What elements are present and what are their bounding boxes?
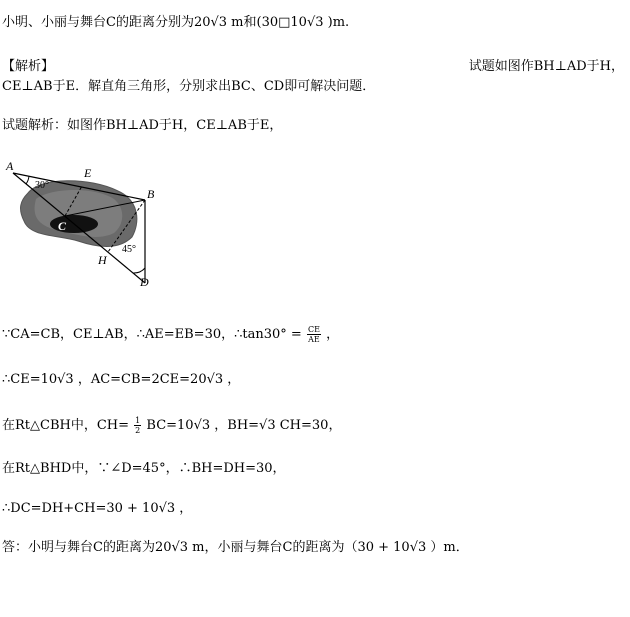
label-d: D [140, 275, 149, 289]
solution-intro: 试题解析：如图作BH⊥AD于H，CE⊥AB于E， [2, 118, 283, 133]
label-b: B [147, 187, 155, 201]
angle-arc-a [26, 176, 29, 184]
step-4: 在Rt△BHD中，∵∠D=45°，∴BH=DH=30， [2, 461, 286, 476]
fraction-half [134, 416, 141, 435]
fraction-numerator: 1 [135, 416, 141, 425]
step-3 [2, 416, 341, 435]
label-e: E [84, 166, 92, 180]
conclusion: 答：小明与舞台C的距离为20√3 m，小丽与舞台C的距离为（30 + 10√3 ）m． [2, 540, 469, 555]
label-h: H [98, 253, 107, 267]
fraction-denominator: 2 [135, 426, 141, 435]
label-a: A [6, 159, 14, 173]
fraction-numerator: CE [307, 325, 320, 334]
label-angle-45: 45° [122, 244, 136, 255]
label-angle-30: 30° [35, 180, 49, 191]
angle-arc-d [133, 268, 145, 273]
step-1-suffix: ， [326, 327, 340, 342]
label-c: C [58, 219, 67, 233]
analysis-hint: 试题如图作BH⊥AD于H， [468, 59, 624, 74]
step-2: ∴CE=10√3 ，AC=CB=2CE=20√3 ， [2, 372, 241, 387]
step-5: ∴DC=DH+CH=30 + 10√3 ， [2, 501, 193, 516]
analysis-header: 【解析】 [2, 59, 55, 74]
step-3-prefix: 在Rt△CBH中，CH= [2, 418, 130, 433]
analysis-line-2: CE⊥AB于E．解直角三角形，分别求出BC、CD即可解决问题． [2, 79, 376, 94]
step-1 [2, 325, 339, 344]
geometry-figure [0, 155, 170, 290]
step-1-prefix: ∵CA=CB，CE⊥AB，∴AE=EB=30，∴tan30° = [2, 327, 302, 342]
answer-line: 小明、小丽与舞台C的距离分别为20√3 m和(30□10√3 )m. [2, 15, 350, 30]
fraction-denominator: AE [308, 335, 320, 344]
step-3-suffix: BC=10√3 ，BH=√3 CH=30， [146, 418, 342, 433]
fraction-ce-ae [307, 325, 321, 344]
